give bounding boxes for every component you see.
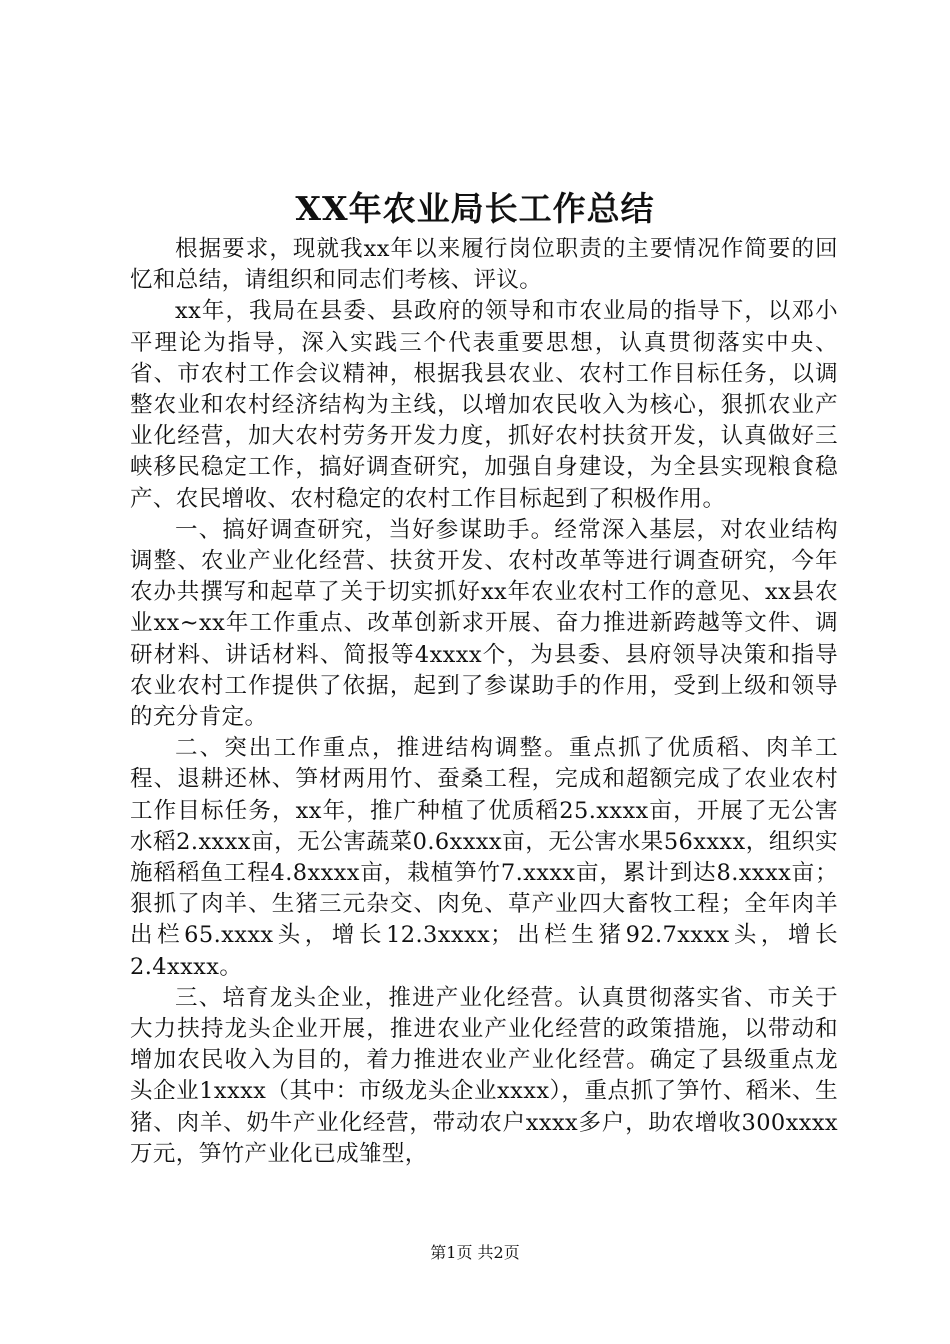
paragraph-intro: 根据要求，现就我xx年以来履行岗位职责的主要情况作简要的回忆和总结，请组织和同志们考核、评议。 [130,236,838,294]
document-title: XX年农业局长工作总结 [295,189,655,228]
document-body [130,234,838,1170]
paragraph-research: 一、搞好调查研究，当好参谋助手。经常深入基层，对农业结构调整、农业产业化经营、扶贫开发、农村改革等进行调查研究，今年农办共撰写和起草了关于切实抓好xx年农业农村工作的意见、xx县农业xx~xx年工作重点、改革创新求开展、奋力推进新跨越等文件、调研材料、讲话材料、简报等4xxxx个，为县委、县府领导决策和指导农业农村工作提供了依据，起到了参谋助手的作用，受到上级和领导的充分肯定。 [130,516,838,731]
page-number-footer: 第1页 共2页 [430,1243,520,1262]
paragraph-overview: xx年，我局在县委、县政府的领导和市农业局的指导下，以邓小平理论为指导，深入实践三个代表重要思想，认真贯彻落实中央、省、市农村工作会议精神，根据我县农业、农村工作目标任务，以调整农业和农村经济结构为主线，以增加农民收入为核心，狠抓农业产业化经营，加大农村劳务开发力度，抓好农村扶贫开发，认真做好三峡移民稳定工作，搞好调查研究，加强自身建设，为全县实现粮食稳产、农民增收、农村稳定的农村工作目标起到了积极作用。 [130,298,838,512]
paragraph-structure: 二、突出工作重点，推进结构调整。重点抓了优质稻、肉羊工程、退耕还林、笋材两用竹、蚕桑工程，完成和超额完成了农业农村工作目标任务，xx年，推广种植了优质稻25.xxxx亩，开展了无公害水稻2.xxxx亩，无公害蔬菜0.6xxxx亩，无公害水果56xxxx，组织实施稻稻鱼工程4.8xxxx亩，栽植笋竹7.xxxx亩，累计到达8.xxxx亩；狠抓了肉羊、生猪三元杂交、肉免、草产业四大畜牧工程；全年肉羊出栏65.xxxx头，增长12.3xxxx；出栏生猪92.7xxxx头，增长2.4xxxx。 [130,735,838,980]
paragraph-enterprise: 三、培育龙头企业，推进产业化经营。认真贯彻落实省、市关于大力扶持龙头企业开展，推进农业产业化经营的政策措施，以带动和增加农民收入为目的，着力推进农业产业化经营。确定了县级重点龙头企业1xxxx（其中：市级龙头企业xxxx），重点抓了笋竹、稻米、生猪、肉羊、奶牛产业化经营，带动农户xxxx多户，助农增收300xxxx万元，笋竹产业化已成雏型， [130,984,838,1167]
